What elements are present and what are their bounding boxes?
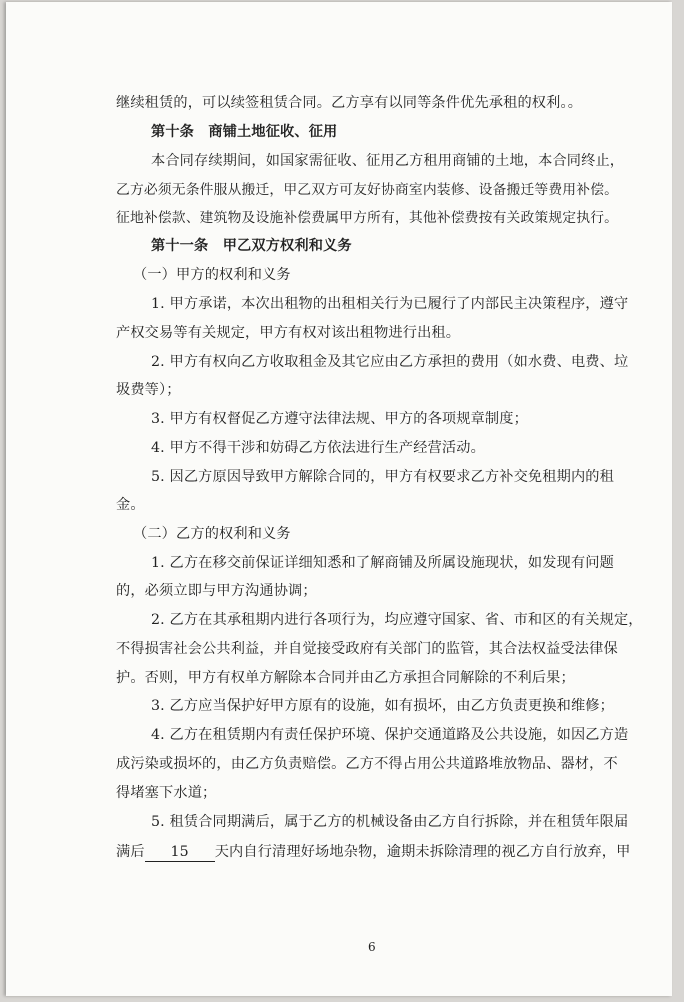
deadline-suffix: 天内自行清理好场地杂物，逾期未拆除清理的视乙方自行放弃，甲: [214, 844, 631, 860]
party-a-item-4: 4. 甲方不得干涉和妨碍乙方依法进行生产经营活动。: [151, 440, 485, 456]
party-a-item-2-line-2: 圾费等）；: [116, 382, 181, 398]
party-b-item-5-line-1: 5. 租赁合同期满后，属于乙方的机械设备由乙方自行拆除，并在租赁年限届: [151, 814, 629, 830]
document-page: [6, 2, 672, 996]
party-b-item-2-line-1: 2. 乙方在其承租期内进行各项行为，均应遵守国家、省、市和区的有关规定，: [151, 612, 643, 628]
article-10-line-3: 征地补偿款、建筑物及设施补偿费属甲方所有，其他补偿费按有关政策规定执行。: [116, 210, 619, 226]
party-a-section-title: （一）甲方的权利和义务: [133, 267, 291, 283]
party-b-item-4-line-3: 得堵塞下水道；: [116, 785, 217, 801]
deadline-prefix: 满后: [116, 844, 145, 860]
article-10-line-1: 本合同存续期间，如国家需征收、征用乙方租用商铺的土地，本合同终止，: [151, 153, 625, 169]
party-b-item-5-line-2: [116, 842, 630, 862]
party-b-item-4-line-1: 4. 乙方在租赁期内有责任保护环境、保护交通道路及公共设施，如因乙方造: [151, 727, 629, 743]
party-b-item-2-line-3: 护。否则，甲方有权单方解除本合同并由乙方承担合同解除的不利后果；: [116, 670, 575, 686]
article-10-line-2: 乙方必须无条件服从搬迁，甲乙双方可友好协商室内装修、设备搬迁等费用补偿。: [116, 182, 619, 198]
cleanup-days-field: 15: [145, 844, 215, 862]
party-b-item-4-line-2: 成污染或损坏的，由乙方负责赔偿。乙方不得占用公共道路堆放物品、器材，不: [116, 756, 618, 772]
continuation-text: 继续租赁的，可以续签租赁合同。乙方享有以同等条件优先承租的权利。。: [116, 95, 583, 111]
article-10-title: 第十条 商铺土地征收、征用: [151, 124, 338, 140]
party-b-item-1-line-1: 1. 乙方在移交前保证详细知悉和了解商铺及所属设施现状，如发现有问题: [151, 555, 614, 571]
page-number: 6: [368, 940, 376, 954]
article-11-title: 第十一条 甲乙双方权利和义务: [151, 238, 352, 254]
party-a-item-5-line-1: 5. 因乙方原因导致甲方解除合同的，甲方有权要求乙方补交免租期内的租: [151, 469, 614, 485]
party-b-item-3: 3. 乙方应当保护好甲方原有的设施，如有损坏，由乙方负责更换和维修；: [151, 698, 614, 714]
party-b-item-2-line-2: 不得损害社会公共利益，并自觉接受政府有关部门的监管，其合法权益受法律保: [116, 641, 618, 657]
party-a-item-1-line-2: 产权交易等有关规定，甲方有权对该出租物进行出租。: [116, 325, 461, 341]
party-a-item-2-line-1: 2. 甲方有权向乙方收取租金及其它应由乙方承担的费用（如水费、电费、垃: [151, 354, 629, 370]
party-a-item-5-line-2: 金。: [116, 497, 145, 513]
party-b-section-title: （二）乙方的权利和义务: [133, 526, 291, 542]
party-a-item-1-line-1: 1. 甲方承诺，本次出租物的出租相关行为已履行了内部民主决策程序，遵守: [151, 296, 629, 312]
party-a-item-3: 3. 甲方有权督促乙方遵守法律法规、甲方的各项规章制度；: [151, 411, 528, 427]
party-b-item-1-line-2: 的，必须立即与甲方沟通协调；: [116, 583, 317, 599]
